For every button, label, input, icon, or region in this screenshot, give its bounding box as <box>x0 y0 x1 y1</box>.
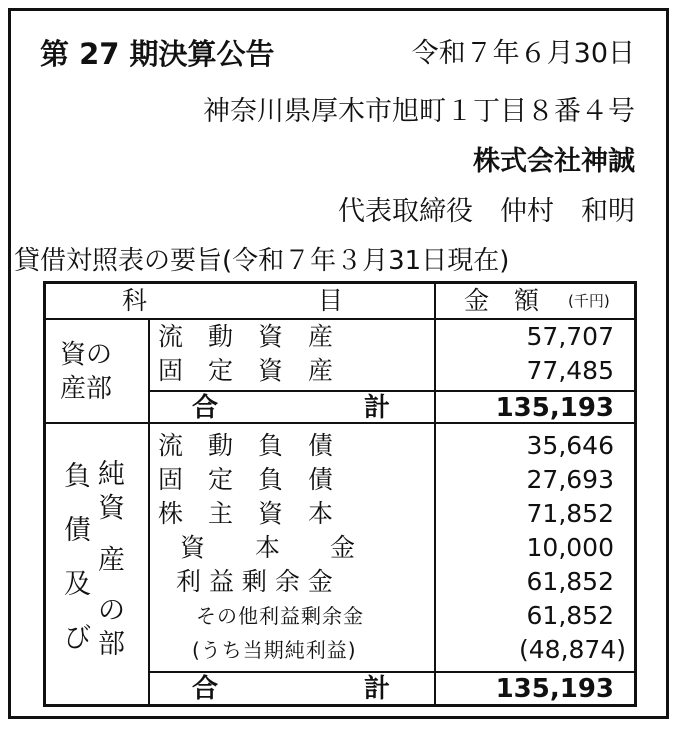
liab-item-label: 利 益 剰 余 金 <box>176 567 333 596</box>
liab-label-col1: 負 <box>64 461 91 492</box>
header-rule <box>46 318 634 320</box>
col-item-2: 目 <box>318 286 344 315</box>
liab-item-label: (うち当期純利益) <box>192 638 357 662</box>
category-column-rule <box>148 318 150 704</box>
representative: 代表取締役 仲村 和明 <box>338 196 635 227</box>
assets-total-label-b: 計 <box>364 393 391 423</box>
liab-label-col2: 部 <box>98 629 125 660</box>
liab-total-label-b: 計 <box>364 674 391 704</box>
assets-total-value: 135,193 <box>495 393 614 423</box>
section-title: 貸借対照表の要旨(令和７年３月31日現在) <box>14 246 510 276</box>
col-item-1: 科 <box>122 286 148 315</box>
liab-item-label: 株 主 資 本 <box>158 499 334 528</box>
assets-total-label-a: 合 <box>192 393 219 423</box>
company-address: 神奈川県厚木市旭町１丁目８番４号 <box>203 96 635 127</box>
notice-title: 第 27 期決算公告 <box>40 37 275 71</box>
liab-item-value: 10,000 <box>526 533 614 562</box>
liab-label-col2: の <box>98 595 125 626</box>
liab-item-label: 資 本 金 <box>180 533 356 562</box>
liab-item-value: 61,852 <box>526 601 614 630</box>
asset-item-label: 固 定 資 産 <box>158 356 334 385</box>
asset-item-label: 流 動 資 産 <box>158 322 334 351</box>
liab-item-value: 35,646 <box>526 431 614 460</box>
col-amount: 金 額 <box>464 286 540 315</box>
liab-item-label: 流 動 負 債 <box>158 431 334 460</box>
assets-section-label-1: 資の <box>60 340 113 370</box>
assets-section-label-2: 産部 <box>60 374 113 404</box>
liab-item-value: (48,874) <box>519 635 626 664</box>
liab-label-col1: 及 <box>64 569 91 600</box>
liab-label-col1: 債 <box>64 515 91 546</box>
liab-label-col1: び <box>64 623 91 654</box>
assets-total-rule <box>148 390 634 392</box>
notice-date: 令和７年６月30日 <box>411 38 635 69</box>
liab-item-value: 71,852 <box>526 499 614 528</box>
asset-item-value: 77,485 <box>526 356 614 385</box>
liab-item-label: 固 定 負 債 <box>158 465 334 494</box>
col-unit: (千円) <box>568 292 610 310</box>
balance-sheet-table <box>43 281 637 707</box>
liab-label-col2: 資 <box>98 493 125 524</box>
liab-item-value: 27,693 <box>526 465 614 494</box>
liab-item-label: その他利益剰余金 <box>196 604 364 628</box>
asset-item-value: 57,707 <box>526 322 614 351</box>
liab-total-value: 135,193 <box>495 674 614 704</box>
liab-total-label-a: 合 <box>192 674 219 704</box>
company-name: 株式会社神誠 <box>473 146 635 177</box>
liab-label-col2: 純 <box>98 459 125 490</box>
liab-label-col2: 産 <box>98 545 125 576</box>
liab-item-value: 61,852 <box>526 567 614 596</box>
liab-total-rule <box>148 671 634 673</box>
